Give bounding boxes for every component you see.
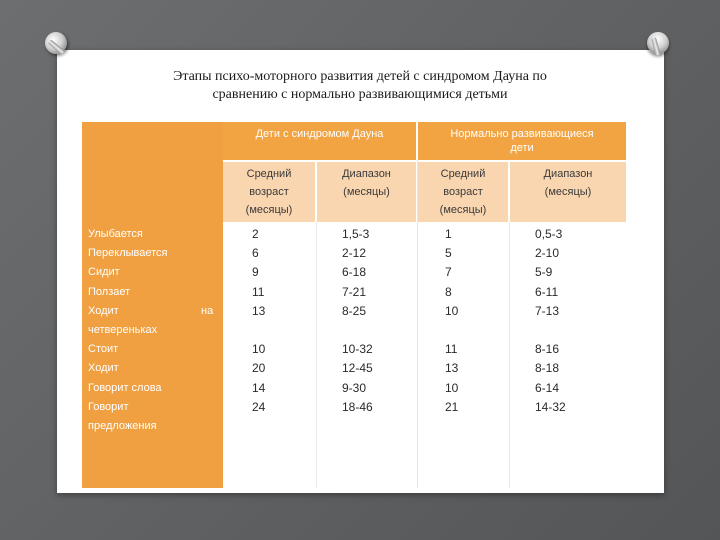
- stage-label: [88, 321, 218, 340]
- subheader-line: (месяцы): [439, 204, 487, 216]
- normal-range-cell: 0,5-3: [535, 227, 563, 241]
- down-average-cell: 11: [252, 285, 265, 299]
- subheader-line: Средний: [246, 168, 292, 180]
- stage-text: Говорит: [88, 401, 129, 413]
- normal-average-cell: 7: [445, 265, 452, 279]
- down-range-cell: 9-30: [342, 381, 367, 395]
- subheader-line: (месяцы): [544, 186, 592, 198]
- down-average-cell: 10: [252, 342, 266, 356]
- normal-range-cell: 14-32: [535, 400, 566, 414]
- down-range-cell: 12-45: [342, 361, 373, 375]
- normal-average-cell: 10: [445, 304, 459, 318]
- normal-range-cell: 5-9: [535, 265, 553, 279]
- normal-range-cell: 8-16: [535, 342, 560, 356]
- normal-range-cell: 7-13: [535, 304, 560, 318]
- stage-label: [88, 398, 218, 417]
- down-average-cell: 14: [252, 381, 266, 395]
- stage-text: Ходит: [88, 305, 119, 317]
- subheader-line: Диапазон: [342, 168, 391, 180]
- subheader-average-age: [223, 162, 315, 222]
- column-divider: [509, 222, 510, 488]
- stage-text-extra: на: [201, 305, 214, 317]
- down-range-cell: 10-32: [342, 342, 373, 356]
- down-average-cell: 24: [252, 400, 266, 414]
- subheader-average-age: [418, 162, 508, 222]
- down-average-cell: 9: [252, 265, 259, 279]
- group-header-label: Дети с синдромом Дауна: [255, 128, 384, 140]
- normal-range-cell: 8-18: [535, 361, 560, 375]
- down-range-cell: 8-25: [342, 304, 367, 318]
- stage-text: Переклывается: [88, 247, 168, 259]
- stage-text: Стоит: [88, 343, 119, 355]
- normal-average-cell: 13: [445, 361, 459, 375]
- stage-text: Говорит слова: [88, 382, 162, 394]
- subheader-line: возраст: [249, 186, 289, 198]
- stage-text: четвереньках: [88, 324, 158, 336]
- stage-label: [88, 263, 218, 282]
- down-average-cell: 2: [252, 227, 259, 241]
- normal-range-cell: 6-14: [535, 381, 560, 395]
- column-divider: [417, 160, 418, 488]
- down-range-cell: 7-21: [342, 285, 367, 299]
- stage-label: [88, 225, 218, 244]
- normal-average-cell: 21: [445, 400, 459, 414]
- stage-label: [88, 244, 218, 263]
- stage-label: [88, 379, 218, 398]
- stage-text: предложения: [88, 420, 157, 432]
- normal-average-cell: 11: [445, 342, 458, 356]
- title-line: сравнению с нормально развивающимися детьми: [212, 87, 508, 102]
- stage-text: Сидит: [88, 266, 120, 278]
- subheader-line: (месяцы): [343, 186, 390, 198]
- group-header-label: Нормально развивающиеся: [450, 128, 594, 140]
- stage-label: [88, 340, 218, 359]
- stage-label: [88, 302, 218, 321]
- down-average-cell: 6: [252, 246, 259, 260]
- normal-average-cell: 10: [445, 381, 459, 395]
- stage-label: [88, 417, 218, 436]
- stage-label: [88, 283, 218, 302]
- subheader-line: Диапазон: [543, 168, 593, 180]
- down-range-cell: 6-18: [342, 265, 367, 279]
- group-header-label: дети: [510, 142, 534, 154]
- subheader-line: возраст: [443, 186, 483, 198]
- stage-text: Ходит: [88, 362, 119, 374]
- down-average-cell: 13: [252, 304, 266, 318]
- page-title: [0, 68, 720, 104]
- normal-average-cell: 5: [445, 246, 452, 260]
- subheader-line: Средний: [440, 168, 486, 180]
- column-divider: [316, 222, 317, 488]
- normal-range-cell: 6-11: [535, 285, 559, 299]
- normal-range-cell: 2-10: [535, 246, 560, 260]
- stage-text: Ползает: [88, 286, 131, 298]
- group-header-down-syndrome: [223, 122, 416, 160]
- group-header-normal: [418, 122, 626, 160]
- subheader-line: (месяцы): [245, 204, 293, 216]
- subheader-range: [510, 162, 626, 222]
- normal-average-cell: 1: [445, 227, 452, 241]
- down-average-cell: 20: [252, 361, 266, 375]
- stage-label: [88, 359, 218, 378]
- down-range-cell: 1,5-3: [342, 227, 370, 241]
- subheader-range: [317, 162, 416, 222]
- stage-text: Улыбается: [88, 228, 143, 240]
- title-line: Этапы психо-моторного развития детей с синдромом Дауна по: [173, 69, 547, 84]
- normal-average-cell: 8: [445, 285, 452, 299]
- down-range-cell: 18-46: [342, 400, 373, 414]
- down-range-cell: 2-12: [342, 246, 367, 260]
